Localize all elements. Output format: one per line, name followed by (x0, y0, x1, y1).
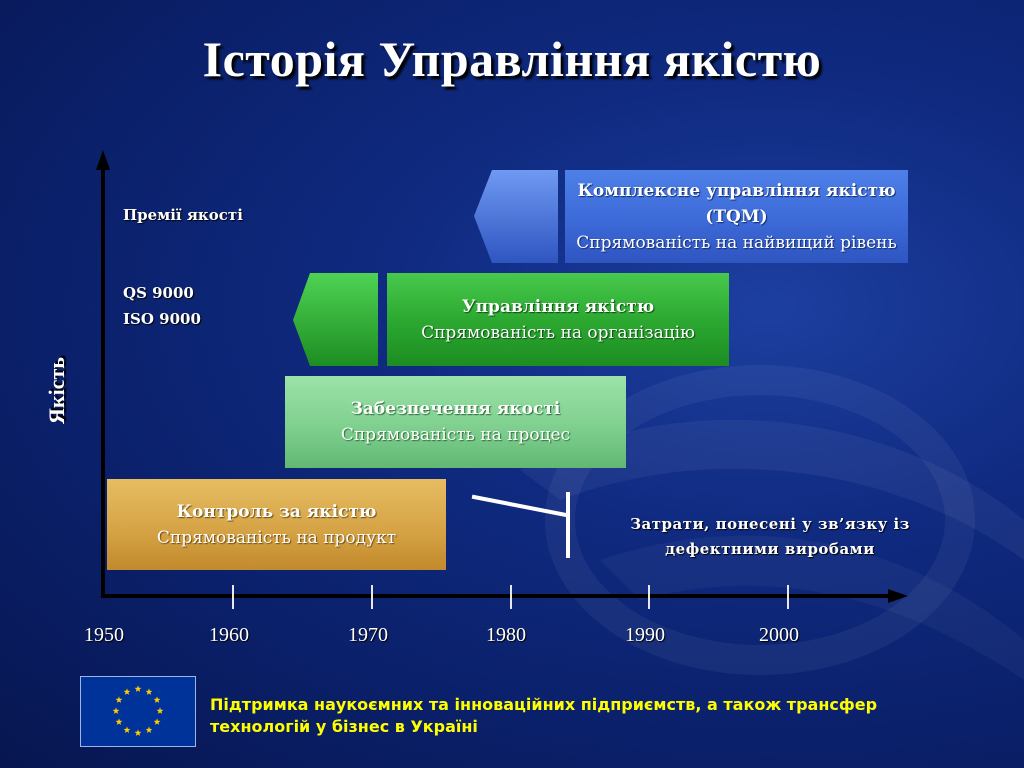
footer-line-2: технологій у бізнес в Україні (210, 717, 478, 736)
stage-quality-management (387, 273, 729, 366)
tick-label-1980: 1980 (486, 624, 526, 646)
eu-star-icon (154, 696, 161, 703)
eu-star-icon (124, 726, 131, 733)
tick-label-1990: 1990 (625, 624, 665, 646)
defect-costs-line-1: Затрати, понесені у зв’язку із (630, 515, 910, 533)
stage-tqm (565, 170, 908, 263)
stage-quality-control (107, 479, 446, 570)
management-arrow-tail (293, 273, 378, 366)
tick-label-2000: 2000 (759, 624, 799, 646)
defect-costs-label (600, 512, 940, 562)
y-axis-label: Якість (44, 357, 69, 424)
eu-star-icon (154, 718, 161, 725)
eu-flag-icon (80, 676, 196, 747)
footer-line-1: Підтримка наукоємних та інноваційних підприємств, а також трансфер (210, 695, 878, 714)
eu-star-icon (116, 696, 123, 703)
stage-focus: Спрямованість на продукт (156, 527, 397, 548)
page-title: Історія Управління якістю (202, 31, 822, 87)
tick-label-1970: 1970 (348, 624, 388, 646)
label-qs9000: QS 9000 (123, 284, 194, 302)
eu-star-icon (146, 726, 153, 733)
eu-star-icon (146, 688, 153, 695)
stage-abbr: (TQM) (705, 206, 768, 227)
eu-star-icon (113, 707, 120, 714)
label-iso9000: ISO 9000 (123, 310, 201, 328)
defect-costs-line-2: дефектними виробами (665, 540, 875, 558)
eu-star-icon (157, 707, 164, 714)
cost-decline-marker (474, 494, 568, 556)
eu-star-icon (116, 718, 123, 725)
eu-star-icon (124, 688, 131, 695)
stage-focus: Спрямованість на організацію (421, 322, 695, 343)
stage-focus: Спрямованість на найвищий рівень (576, 232, 897, 253)
x-axis (101, 589, 908, 603)
label-quality-awards: Премії якості (123, 206, 243, 224)
stage-name: Управління якістю (461, 296, 655, 317)
stage-focus: Спрямованість на процес (340, 425, 571, 445)
stage-name: Контроль за якістю (176, 501, 377, 522)
stage-name: Комплексне управління якістю (577, 180, 896, 201)
eu-stars-icon (81, 677, 195, 746)
footer-note (210, 694, 990, 738)
stage-quality-assurance (285, 376, 626, 468)
eu-star-icon (135, 685, 142, 692)
stage-name: Забезпечення якості (350, 399, 561, 419)
tqm-arrow-tail (474, 170, 558, 263)
tick-label-1950: 1950 (84, 624, 124, 646)
tick-label-1960: 1960 (209, 624, 249, 646)
eu-star-icon (135, 729, 142, 736)
